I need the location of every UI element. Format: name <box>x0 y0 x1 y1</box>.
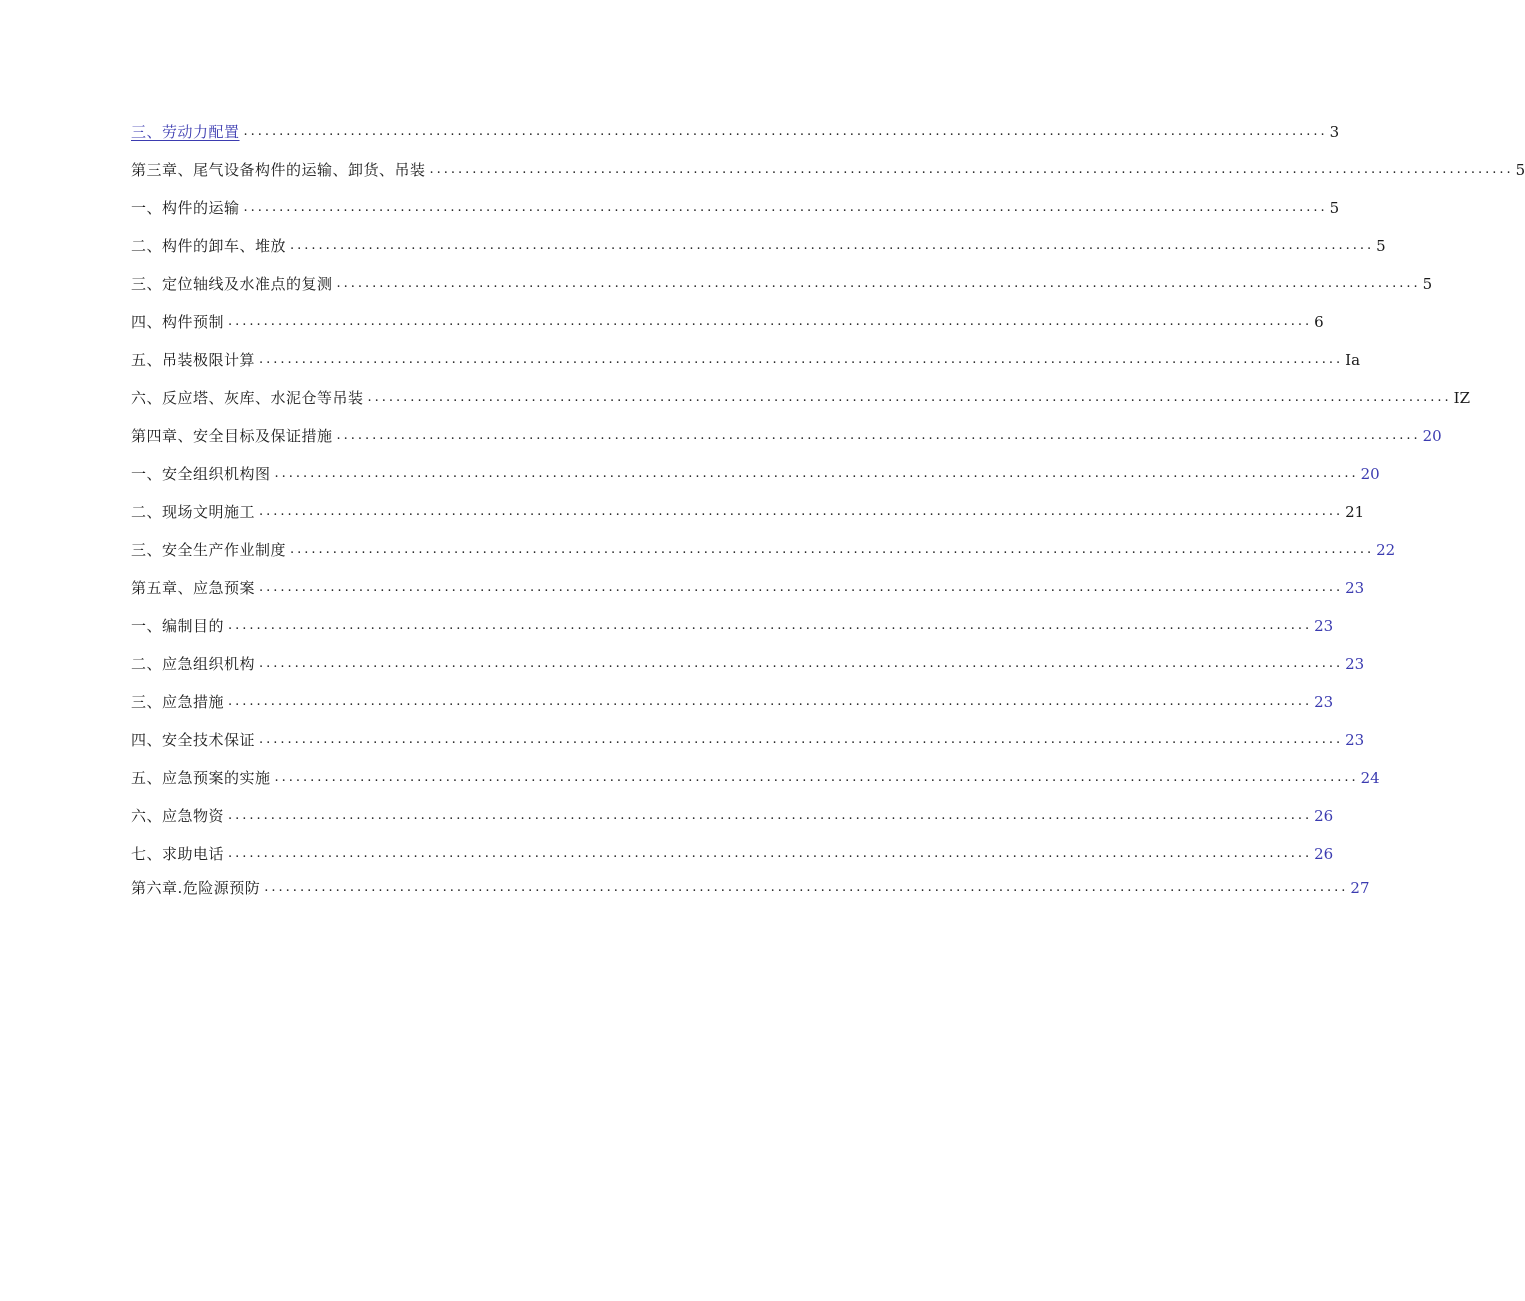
toc-dot-leader: ........................................................................................................................................................ <box>274 466 1359 481</box>
toc-entry-page: 24 <box>1360 769 1380 787</box>
toc-dot-leader: ........................................................................................................................................................ <box>259 580 1344 595</box>
toc-entry-transport[interactable] <box>131 192 1340 218</box>
toc-dot-leader: ........................................................................................................................................................ <box>290 542 1375 557</box>
toc-entry-labor-allocation[interactable] <box>131 116 1340 142</box>
toc-dot-leader: ........................................................................................................................................................ <box>228 694 1313 709</box>
toc-entry-title: 三、定位轴线及水准点的复测 <box>131 275 333 293</box>
toc-dot-leader: ........................................................................................................................................................ <box>243 200 1328 215</box>
toc-entry-chapter-6[interactable] <box>131 872 1370 898</box>
toc-entry-title: 六、应急物资 <box>131 807 225 825</box>
toc-entry-title: 二、现场文明施工 <box>131 503 256 521</box>
toc-entry-emergency-supplies[interactable] <box>131 800 1334 826</box>
toc-entry-title: 五、应急预案的实施 <box>131 769 271 787</box>
toc-dot-leader: ........................................................................................................................................................ <box>228 846 1313 861</box>
toc-entry-title: 六、反应塔、灰库、水泥仓等吊装 <box>131 389 364 407</box>
toc-entry-title: 四、安全技术保证 <box>131 731 256 749</box>
toc-entry-chapter-5[interactable] <box>131 572 1365 598</box>
toc-entry-page: 27 <box>1350 879 1370 897</box>
toc-entry-title: 三、应急措施 <box>131 693 225 711</box>
toc-dot-leader: ........................................................................................................................................................ <box>259 504 1344 519</box>
toc-entry-safety-org[interactable] <box>131 458 1380 484</box>
toc-entry-title: 二、构件的卸车、堆放 <box>131 237 287 255</box>
toc-dot-leader: ........................................................................................................................................................ <box>228 618 1313 633</box>
toc-entry-title[interactable]: 三、劳动力配置 <box>131 123 240 141</box>
toc-dot-leader: ........................................................................................................................................................ <box>228 314 1313 329</box>
toc-entry-axis-survey[interactable] <box>131 268 1433 294</box>
toc-entry-page: 5 <box>1422 275 1433 293</box>
toc-dot-leader: ........................................................................................................................................................ <box>290 238 1375 253</box>
toc-entry-title: 第六章.危险源预防 <box>131 879 261 897</box>
toc-entry-page: 23 <box>1314 693 1334 711</box>
toc-entry-lifting-calc[interactable] <box>131 344 1361 370</box>
toc-entry-page: 20 <box>1422 427 1442 445</box>
toc-entry-emergency-measures[interactable] <box>131 686 1334 712</box>
toc-dot-leader: ........................................................................................................................................................ <box>274 770 1359 785</box>
toc-entry-page: 5 <box>1329 199 1340 217</box>
toc-dot-leader: ........................................................................................................................................................ <box>336 428 1421 443</box>
toc-entry-title: 第四章、安全目标及保证措施 <box>131 427 333 445</box>
toc-entry-page: 5 <box>1515 161 1525 179</box>
toc-dot-leader: ........................................................................................................................................................ <box>243 124 1328 139</box>
toc-entry-chapter-4[interactable] <box>131 420 1442 446</box>
toc-entry-page: 23 <box>1345 731 1365 749</box>
toc-entry-title: 七、求助电话 <box>131 845 225 863</box>
toc-entry-title: 一、编制目的 <box>131 617 225 635</box>
toc-dot-leader: ........................................................................................................................................................ <box>336 276 1421 291</box>
toc-dot-leader: ........................................................................................................................................................ <box>264 880 1349 895</box>
toc-entry-safety-tech[interactable] <box>131 724 1365 750</box>
toc-entry-unloading[interactable] <box>131 230 1386 256</box>
toc-entry-title: 一、安全组织机构图 <box>131 465 271 483</box>
toc-entry-plan-implementation[interactable] <box>131 762 1380 788</box>
toc-entry-title: 第五章、应急预案 <box>131 579 256 597</box>
toc-dot-leader: ........................................................................................................................................................ <box>259 656 1344 671</box>
toc-entry-page: 21 <box>1345 503 1365 521</box>
toc-entry-title: 五、吊装极限计算 <box>131 351 256 369</box>
toc-entry-page: IZ <box>1453 389 1470 407</box>
toc-entry-title: 一、构件的运输 <box>131 199 240 217</box>
toc-dot-leader: ........................................................................................................................................................ <box>259 352 1344 367</box>
toc-entry-chapter-3[interactable] <box>131 154 1525 180</box>
toc-entry-title: 三、安全生产作业制度 <box>131 541 287 559</box>
toc-entry-tower-lifting[interactable] <box>131 382 1470 408</box>
toc-entry-title: 第三章、尾气设备构件的运输、卸货、吊装 <box>131 161 426 179</box>
toc-entry-page: 23 <box>1345 579 1365 597</box>
toc-entry-page: 6 <box>1314 313 1324 331</box>
toc-dot-leader: ........................................................................................................................................................ <box>259 732 1344 747</box>
toc-entry-title: 四、构件预制 <box>131 313 225 331</box>
toc-entry-civilized-construction[interactable] <box>131 496 1365 522</box>
toc-entry-title: 二、应急组织机构 <box>131 655 256 673</box>
toc-entry-purpose[interactable] <box>131 610 1334 636</box>
toc-entry-page: 23 <box>1314 617 1334 635</box>
toc-dot-leader: ........................................................................................................................................................ <box>228 808 1313 823</box>
toc-entry-help-phone[interactable] <box>131 838 1334 864</box>
toc-entry-page: 5 <box>1376 237 1386 255</box>
toc-entry-page: 20 <box>1360 465 1380 483</box>
toc-entry-page: 26 <box>1314 807 1334 825</box>
toc-dot-leader: ........................................................................................................................................................ <box>367 390 1452 405</box>
toc-entry-safety-rules[interactable] <box>131 534 1396 560</box>
toc-entry-page: 22 <box>1376 541 1396 559</box>
toc-entry-page: 26 <box>1314 845 1334 863</box>
toc-entry-page: 23 <box>1345 655 1365 673</box>
toc-entry-emergency-org[interactable] <box>131 648 1365 674</box>
toc-entry-page: Ia <box>1345 351 1361 369</box>
toc-dot-leader: ........................................................................................................................................................ <box>429 162 1514 177</box>
toc-entry-prefab[interactable] <box>131 306 1324 332</box>
toc-entry-page: 3 <box>1329 123 1340 141</box>
